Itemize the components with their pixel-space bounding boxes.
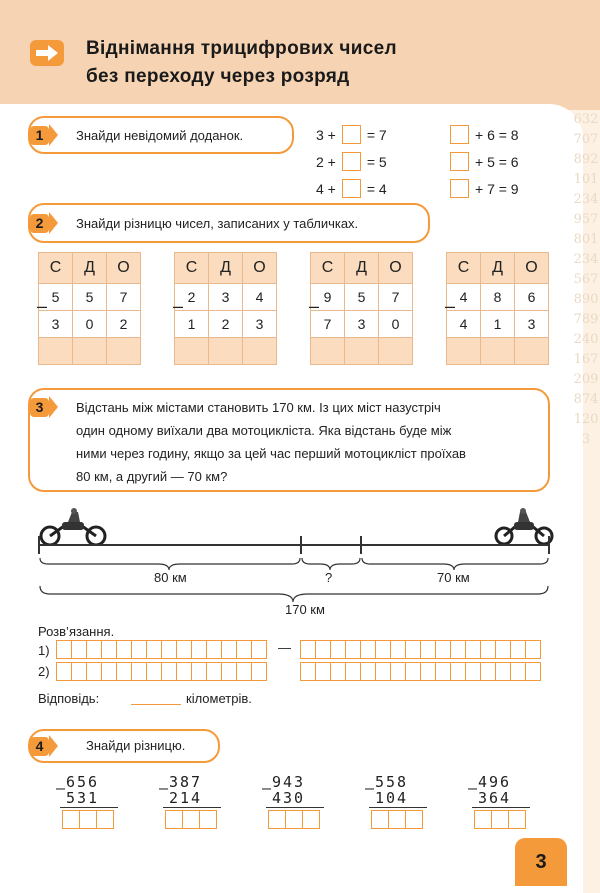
place-value-header: С	[311, 253, 345, 284]
answer-cell[interactable]	[182, 810, 200, 829]
table-digit-row	[39, 311, 141, 338]
solution-cell[interactable]	[525, 662, 541, 681]
solution-cell[interactable]	[450, 662, 466, 681]
solution-cell[interactable]	[221, 640, 237, 659]
solution-cell[interactable]	[176, 662, 192, 681]
answer-blank[interactable]	[131, 704, 181, 705]
answer-cell[interactable]	[209, 338, 243, 365]
distance-total: 170 км	[285, 602, 325, 617]
arrow-right-icon	[30, 40, 64, 66]
solution-row-1-cells[interactable]	[56, 640, 266, 659]
solution-cell[interactable]	[131, 640, 147, 659]
solution-cell[interactable]	[206, 640, 222, 659]
distance-tick	[300, 536, 302, 554]
solution-cell[interactable]	[101, 640, 117, 659]
table-digit: 2	[107, 311, 141, 338]
task3-text-line-1: Відстань між містами становить 170 км. Із цих міст назустріч	[76, 400, 441, 415]
task1-equations-left	[316, 121, 387, 202]
solution-cell[interactable]	[315, 662, 331, 681]
page-title-line-1: Віднімання трицифрових чисел	[86, 38, 397, 59]
minuend: 558	[375, 773, 409, 791]
distance-label-left: 80 км	[154, 570, 187, 585]
solution-cell[interactable]	[251, 662, 267, 681]
equation-row	[450, 175, 519, 202]
equation-result: = 5	[366, 153, 387, 170]
solution-cell[interactable]	[360, 662, 376, 681]
table-digit: 3	[515, 311, 549, 338]
table-digit: 5	[345, 284, 379, 311]
place-value-header: О	[379, 253, 413, 284]
solution-cell[interactable]	[86, 662, 102, 681]
solution-cell[interactable]	[315, 640, 331, 659]
task2-number: 2	[30, 214, 49, 233]
place-value-header: С	[447, 253, 481, 284]
digit-table	[174, 252, 277, 365]
solution-cell[interactable]	[161, 662, 177, 681]
task2-prompt: Знайди різницю чисел, записаних у табличках.	[76, 216, 359, 231]
distance-label-right: 70 км	[437, 570, 470, 585]
task4-prompt: Знайди різницю.	[86, 738, 186, 753]
place-value-header: С	[175, 253, 209, 284]
place-value-header: Д	[345, 253, 379, 284]
solution-cell[interactable]	[86, 640, 102, 659]
answer-cell[interactable]	[268, 810, 286, 829]
solution-cell[interactable]	[56, 662, 72, 681]
solution-cell[interactable]	[480, 640, 496, 659]
solution-row-1-cells-right[interactable]	[300, 640, 540, 659]
solution-row-2-cells[interactable]	[56, 662, 266, 681]
table-digit: 6	[515, 284, 549, 311]
table-digit: 4	[243, 284, 277, 311]
task1-prompt: Знайди невідомий доданок.	[76, 128, 244, 143]
minus-sign: –	[445, 296, 456, 316]
difference-answer-boxes[interactable]	[474, 810, 525, 829]
solution-cell[interactable]	[116, 662, 132, 681]
table-digit: 3	[39, 311, 73, 338]
equation-row	[316, 175, 387, 202]
table-digit: 2	[209, 311, 243, 338]
answer-box[interactable]	[450, 152, 469, 171]
solution-cell[interactable]	[435, 662, 451, 681]
equation-row	[450, 148, 519, 175]
solution-cell[interactable]	[390, 662, 406, 681]
solution-dash: —	[278, 640, 291, 655]
digit-table-grid	[446, 252, 549, 365]
solution-cell[interactable]	[495, 662, 511, 681]
margin-digit-decoration: 6327078921012349578012345678907892401672098741203	[573, 112, 599, 447]
minus-sign: –	[159, 779, 171, 797]
solution-cell[interactable]	[161, 640, 177, 659]
table-header-row	[447, 253, 549, 284]
table-digit-row	[447, 284, 549, 311]
minus-sign: –	[56, 779, 68, 797]
distance-tick	[548, 536, 550, 554]
answer-cell[interactable]	[243, 338, 277, 365]
distance-label-unknown: ?	[325, 570, 333, 585]
answer-box[interactable]	[342, 125, 361, 144]
solution-cell[interactable]	[375, 662, 391, 681]
answer-cell[interactable]	[405, 810, 423, 829]
place-value-header: О	[515, 253, 549, 284]
digit-table	[310, 252, 413, 365]
answer-cell[interactable]	[491, 810, 509, 829]
answer-cell[interactable]	[96, 810, 114, 829]
minus-sign: –	[468, 779, 480, 797]
table-answer-row	[175, 338, 277, 365]
solution-row-1-label: 1)	[38, 643, 50, 658]
equation-result: = 4	[366, 180, 387, 197]
solution-cell[interactable]	[131, 662, 147, 681]
subtrahend: 364	[478, 789, 512, 807]
solution-cell[interactable]	[236, 640, 252, 659]
equation-result: = 7	[366, 126, 387, 143]
difference-answer-boxes[interactable]	[165, 810, 216, 829]
task1-badge-tip	[49, 124, 58, 146]
table-digit: 3	[209, 284, 243, 311]
answer-cell[interactable]	[345, 338, 379, 365]
task3-text-line-3: ними через годину, якщо за цей час перший мотоцикліст проїхав	[76, 446, 466, 461]
table-header-row	[175, 253, 277, 284]
answer-box[interactable]	[450, 125, 469, 144]
solution-cell[interactable]	[465, 662, 481, 681]
solution-cell[interactable]	[495, 640, 511, 659]
minus-sign: –	[37, 296, 48, 316]
minuend: 387	[169, 773, 203, 791]
table-digit: 5	[39, 284, 73, 311]
table-digit: 2	[175, 284, 209, 311]
table-digit-row	[175, 284, 277, 311]
solution-cell[interactable]	[345, 662, 361, 681]
table-answer-row	[39, 338, 141, 365]
answer-cell[interactable]	[107, 338, 141, 365]
table-digit: 0	[73, 311, 107, 338]
equation-result: + 5 = 6	[475, 153, 519, 170]
solution-cell[interactable]	[236, 662, 252, 681]
task1-equations-right	[450, 121, 519, 202]
task3-text-line-2: один одному виїхали два мотоцикліста. Яка відстань буде між	[76, 423, 452, 438]
answer-cell[interactable]	[199, 810, 217, 829]
task3-number: 3	[30, 398, 49, 417]
answer-cell[interactable]	[62, 810, 80, 829]
place-value-header: Д	[73, 253, 107, 284]
solution-cell[interactable]	[420, 662, 436, 681]
answer-cell[interactable]	[474, 810, 492, 829]
equation-operand: 4 +	[316, 180, 336, 197]
solution-cell[interactable]	[56, 640, 72, 659]
answer-cell[interactable]	[39, 338, 73, 365]
solution-cell[interactable]	[191, 640, 207, 659]
sum-line	[369, 807, 427, 808]
table-digit-row	[447, 311, 549, 338]
answer-cell[interactable]	[175, 338, 209, 365]
place-value-header: О	[107, 253, 141, 284]
equation-result: + 6 = 8	[475, 126, 519, 143]
solution-cell[interactable]	[251, 640, 267, 659]
answer-box[interactable]	[450, 179, 469, 198]
difference-answer-boxes[interactable]	[268, 810, 319, 829]
table-digit-row	[311, 284, 413, 311]
minus-sign: –	[309, 296, 320, 316]
table-digit: 8	[481, 284, 515, 311]
solution-row-2-cells-right[interactable]	[300, 662, 540, 681]
solution-cell[interactable]	[375, 640, 391, 659]
task4-number: 4	[30, 737, 49, 756]
equation-row	[316, 148, 387, 175]
distance-tick	[38, 536, 40, 554]
solution-cell[interactable]	[480, 662, 496, 681]
answer-label: Відповідь:	[38, 691, 100, 706]
subtrahend: 430	[272, 789, 306, 807]
subtrahend: 531	[66, 789, 100, 807]
answer-box[interactable]	[342, 179, 361, 198]
solution-cell[interactable]	[360, 640, 376, 659]
solution-cell[interactable]	[146, 662, 162, 681]
answer-cell[interactable]	[165, 810, 183, 829]
solution-cell[interactable]	[450, 640, 466, 659]
solution-cell[interactable]	[435, 640, 451, 659]
answer-cell[interactable]	[379, 338, 413, 365]
place-value-header: С	[39, 253, 73, 284]
table-header-row	[39, 253, 141, 284]
solution-cell[interactable]	[330, 662, 346, 681]
equation-operand: 3 +	[316, 126, 336, 143]
table-digit: 7	[107, 284, 141, 311]
answer-cell[interactable]	[311, 338, 345, 365]
minus-sign: –	[262, 779, 274, 797]
page-title-line-2: без переходу через розряд	[86, 66, 350, 87]
table-digit: 7	[311, 311, 345, 338]
place-value-header: О	[243, 253, 277, 284]
place-value-header: Д	[481, 253, 515, 284]
table-digit: 9	[311, 284, 345, 311]
solution-cell[interactable]	[330, 640, 346, 659]
solution-cell[interactable]	[71, 662, 87, 681]
difference-answer-boxes[interactable]	[62, 810, 113, 829]
solution-cell[interactable]	[300, 640, 316, 659]
solution-cell[interactable]	[405, 662, 421, 681]
sum-line	[266, 807, 324, 808]
table-digit: 3	[243, 311, 277, 338]
digit-table	[446, 252, 549, 365]
table-digit: 7	[379, 284, 413, 311]
digit-table-grid	[310, 252, 413, 365]
table-answer-row	[311, 338, 413, 365]
digit-table-grid	[174, 252, 277, 365]
subtrahend: 104	[375, 789, 409, 807]
solution-cell[interactable]	[345, 640, 361, 659]
answer-cell[interactable]	[388, 810, 406, 829]
solution-cell[interactable]	[191, 662, 207, 681]
solution-cell[interactable]	[510, 640, 526, 659]
minuend: 496	[478, 773, 512, 791]
table-digit: 4	[447, 284, 481, 311]
subtrahend: 214	[169, 789, 203, 807]
equation-row	[316, 121, 387, 148]
solution-cell[interactable]	[221, 662, 237, 681]
solution-cell[interactable]	[465, 640, 481, 659]
table-answer-row	[447, 338, 549, 365]
solution-cell[interactable]	[510, 662, 526, 681]
sum-line	[472, 807, 530, 808]
solution-row-2-label: 2)	[38, 664, 50, 679]
answer-cell[interactable]	[302, 810, 320, 829]
digit-table	[38, 252, 141, 365]
answer-cell[interactable]	[508, 810, 526, 829]
solution-cell[interactable]	[390, 640, 406, 659]
distance-tick	[360, 536, 362, 554]
answer-cell[interactable]	[371, 810, 389, 829]
page-number: 3	[515, 838, 567, 886]
task2-badge-tip	[49, 212, 58, 234]
sum-line	[163, 807, 221, 808]
solution-cell[interactable]	[71, 640, 87, 659]
task4-badge-tip	[49, 735, 58, 757]
answer-cell[interactable]	[285, 810, 303, 829]
equation-result: + 7 = 9	[475, 180, 519, 197]
table-digit: 5	[73, 284, 107, 311]
place-value-header: Д	[209, 253, 243, 284]
sum-line	[60, 807, 118, 808]
solution-cell[interactable]	[206, 662, 222, 681]
answer-cell[interactable]	[481, 338, 515, 365]
task1-number: 1	[30, 126, 49, 145]
table-digit-row	[311, 311, 413, 338]
digit-table-grid	[38, 252, 141, 365]
equation-row	[450, 121, 519, 148]
minuend: 943	[272, 773, 306, 791]
solution-cell[interactable]	[146, 640, 162, 659]
table-digit: 3	[345, 311, 379, 338]
solution-cell[interactable]	[300, 662, 316, 681]
solution-cell[interactable]	[116, 640, 132, 659]
equation-operand: 2 +	[316, 153, 336, 170]
answer-unit: кілометрів.	[186, 691, 252, 706]
solution-cell[interactable]	[420, 640, 436, 659]
table-header-row	[311, 253, 413, 284]
minus-sign: –	[365, 779, 377, 797]
table-digit-row	[175, 311, 277, 338]
answer-cell[interactable]	[447, 338, 481, 365]
table-digit-row	[39, 284, 141, 311]
answer-cell[interactable]	[73, 338, 107, 365]
minuend: 656	[66, 773, 100, 791]
minus-sign: –	[173, 296, 184, 316]
table-digit: 1	[175, 311, 209, 338]
difference-answer-boxes[interactable]	[371, 810, 422, 829]
answer-cell[interactable]	[79, 810, 97, 829]
table-digit: 4	[447, 311, 481, 338]
solution-cell[interactable]	[176, 640, 192, 659]
solution-cell[interactable]	[405, 640, 421, 659]
distance-line	[38, 544, 550, 546]
solution-label: Розв’язання.	[38, 624, 115, 639]
solution-cell[interactable]	[101, 662, 117, 681]
answer-cell[interactable]	[515, 338, 549, 365]
answer-box[interactable]	[342, 152, 361, 171]
task3-text-line-4: 80 км, а другий — 70 км?	[76, 469, 228, 484]
solution-cell[interactable]	[525, 640, 541, 659]
table-digit: 0	[379, 311, 413, 338]
table-digit: 1	[481, 311, 515, 338]
task3-badge-tip	[49, 396, 58, 418]
